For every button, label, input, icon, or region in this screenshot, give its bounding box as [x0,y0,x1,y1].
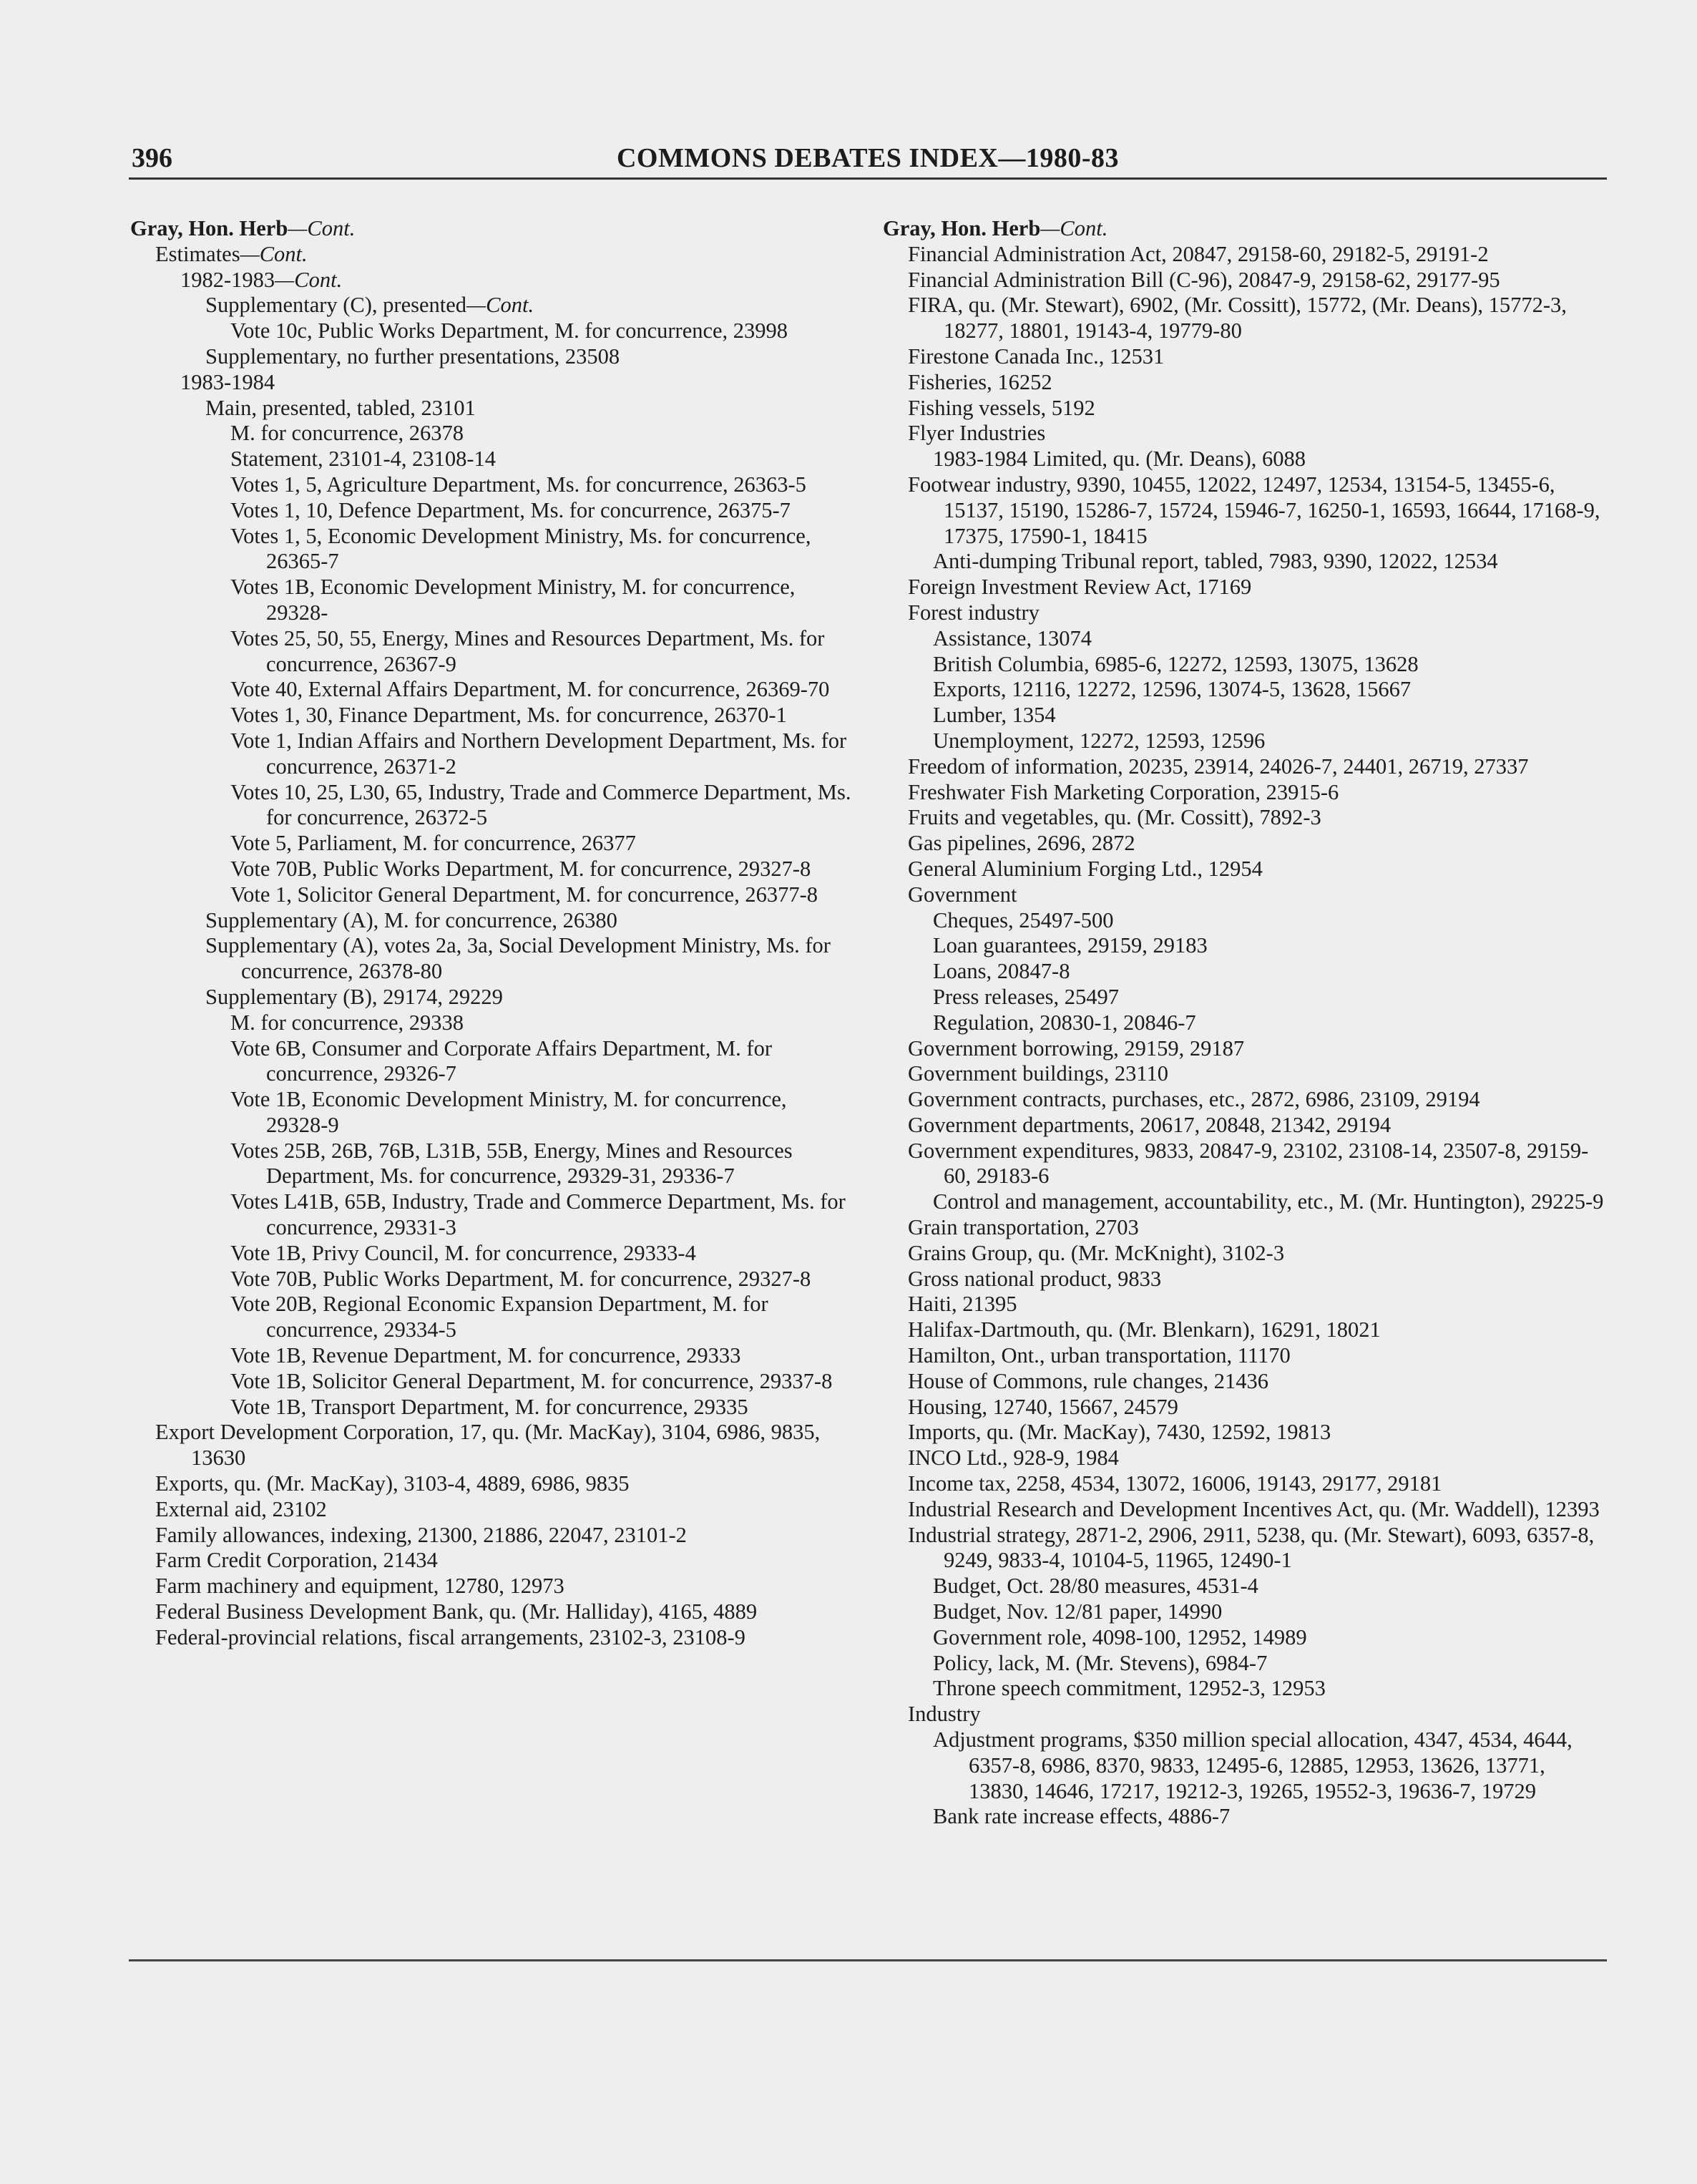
entry-text: Fisheries, 16252 [908,369,1052,394]
entry-text: Estimates [155,241,240,266]
entry-text: Farm Credit Corporation, 21434 [155,1548,438,1573]
entry-text: General Aluminium Forging Ltd., 12954 [908,856,1263,881]
index-entry [883,396,1605,421]
index-entry [883,703,1605,728]
index-entry [883,1292,1605,1317]
entry-text: Export Development Corporation, 17, qu. (Mr. MacKay), 3104, 6986, 9835, 13630 [155,1420,821,1471]
index-entry [883,447,1605,472]
index-entry [883,575,1605,600]
entry-text: Votes 1, 30, Finance Department, Ms. for concurrence, 26370-1 [230,703,787,728]
footer-rule [129,1959,1607,1961]
entry-text: Vote 1B, Economic Development Ministry, M. for concurrence, 29328-9 [230,1087,787,1137]
entry-text: Imports, qu. (Mr. MacKay), 7430, 12592, 19813 [908,1420,1331,1445]
entry-text: Regulation, 20830-1, 20846-7 [933,1010,1196,1035]
entry-text: Industrial strategy, 2871-2, 2906, 2911, 5238, qu. (Mr. Stewart), 6093, 6357-8, 9249, 9833-4, 10104-5, 11965, 12490-1 [908,1522,1595,1573]
index-entry [130,1548,853,1574]
entry-text: British Columbia, 6985-6, 12272, 12593, 13075, 13628 [933,651,1419,676]
index-entry [130,344,853,370]
entry-text: Control and management, accountability, etc., M. (Mr. Huntington), 29225-9 [933,1189,1604,1214]
index-entry [130,370,853,396]
entry-text: Government role, 4098-100, 12952, 14989 [933,1624,1307,1649]
entry-text: Loan guarantees, 29159, 29183 [933,933,1208,958]
index-entry [883,1804,1605,1830]
index-entry [130,421,853,447]
entry-text: Grain transportation, 2703 [908,1215,1139,1240]
index-entry [883,1087,1605,1113]
index-entry [130,1497,853,1523]
index-entry [130,1267,853,1292]
entry-text: INCO Ltd., 928-9, 1984 [908,1446,1119,1471]
index-entry [130,1471,853,1497]
index-entry [130,1241,853,1267]
index-entry [883,1395,1605,1420]
entry-text: External aid, 23102 [155,1496,327,1521]
index-entry [883,728,1605,754]
entry-text: Forest industry [908,600,1040,625]
entry-text: Press releases, 25497 [933,984,1120,1009]
entry-text: Government borrowing, 29159, 29187 [908,1035,1245,1061]
index-entry [130,1010,853,1036]
index-entry [130,1139,853,1190]
index-entry [883,1727,1605,1804]
entry-text: Vote 1, Solicitor General Department, M. for concurrence, 26377-8 [230,882,818,907]
continued-marker: —Cont. [1040,216,1108,240]
index-entry [883,1113,1605,1139]
index-entry [883,1343,1605,1369]
entry-text: Adjustment programs, $350 million special allocation, 4347, 4534, 4644, 6357-8, 6986, 8370, 9833, 12495-6, 12885, 12953, 13626, 13771, 13830, 14646, 17217, 19212-3, 19265, 19552-3, 19636-7, 19729 [933,1727,1573,1803]
index-entry [130,857,853,882]
index-entry [883,626,1605,652]
entry-text: Votes 1, 5, Agriculture Department, Ms. for concurrence, 26363-5 [230,472,806,497]
index-entry [130,1574,853,1599]
entry-text: Vote 6B, Consumer and Corporate Affairs Department, M. for concurrence, 29326-7 [230,1035,772,1086]
entry-text: Loans, 20847-8 [933,959,1070,984]
entry-text: Supplementary (C), presented [205,293,467,318]
index-entry [130,293,853,318]
entry-text: Policy, lack, M. (Mr. Stevens), 6984-7 [933,1650,1268,1675]
entry-text: Statement, 23101-4, 23108-14 [230,447,497,472]
entry-text: 1982-1983 [180,267,275,292]
entry-text: Government expenditures, 9833, 20847-9, 23102, 23108-14, 23507-8, 29159-60, 29183-6 [908,1138,1589,1189]
entry-text: Industrial Research and Development Incentives Act, qu. (Mr. Waddell), 12393 [908,1496,1600,1521]
entry-text: Assistance, 13074 [933,625,1092,650]
entry-text: House of Commons, rule changes, 21436 [908,1368,1269,1393]
entry-text: Supplementary (A), votes 2a, 3a, Social Development Ministry, Ms. for concurrence, 26378-80 [205,933,831,984]
index-entry [130,908,853,934]
index-entry [130,1625,853,1651]
index-entry [130,882,853,908]
index-entry [883,1497,1605,1523]
entry-text: Vote 1B, Transport Department, M. for concurrence, 29335 [230,1394,748,1419]
index-entry [883,268,1605,293]
entry-text: Budget, Oct. 28/80 measures, 4531-4 [933,1574,1258,1599]
index-entry [883,1010,1605,1036]
index-entry [883,908,1605,934]
index-entry [883,1241,1605,1267]
continued-marker: —Cont. [275,267,343,292]
index-entry [883,985,1605,1010]
index-entry [883,1139,1605,1190]
entry-text: Bank rate increase effects, 4886-7 [933,1804,1231,1829]
index-entry [130,1599,853,1625]
index-entry [883,959,1605,985]
index-heading [883,216,1605,242]
index-entry [883,857,1605,882]
index-entry [883,1215,1605,1241]
index-entry [130,626,853,678]
entry-text: Unemployment, 12272, 12593, 12596 [933,728,1266,753]
entry-text: Government contracts, purchases, etc., 2872, 6986, 23109, 29194 [908,1087,1480,1112]
index-entry [130,933,853,985]
index-entry [130,472,853,498]
entry-text: Gray, Hon. Herb [883,216,1041,240]
index-entry [883,1471,1605,1497]
page-number: 396 [132,143,172,173]
entry-text: Freshwater Fish Marketing Corporation, 23915-6 [908,779,1339,804]
entry-text: Supplementary, no further presentations, 23508 [205,343,620,369]
index-entry [130,242,853,268]
entry-text: Gas pipelines, 2696, 2872 [908,831,1135,856]
index-entry [130,1343,853,1369]
index-entry [130,1523,853,1549]
entry-text: Family allowances, indexing, 21300, 21886, 22047, 23101-2 [155,1522,687,1547]
index-entry [883,1420,1605,1446]
continued-marker: —Cont. [288,216,356,240]
index-entry [883,933,1605,959]
index-entry [130,1292,853,1343]
entry-text: Income tax, 2258, 4534, 13072, 16006, 19143, 29177, 29181 [908,1471,1442,1496]
index-entry [883,1061,1605,1087]
entry-text: 1983-1984 Limited, qu. (Mr. Deans), 6088 [933,447,1306,472]
index-entry [883,370,1605,396]
index-entry [883,805,1605,831]
index-entry [883,293,1605,344]
entry-text: Hamilton, Ont., urban transportation, 11170 [908,1343,1291,1368]
index-entry [883,1267,1605,1292]
entry-text: Vote 1B, Privy Council, M. for concurrence, 29333-4 [230,1240,696,1265]
entry-text: Vote 20B, Regional Economic Expansion Department, M. for concurrence, 29334-5 [230,1292,768,1342]
index-entry [883,780,1605,806]
entry-text: Financial Administration Bill (C-96), 20847-9, 29158-62, 29177-95 [908,267,1500,292]
index-entry [883,1036,1605,1062]
index-entry [130,1087,853,1139]
index-entry [883,1676,1605,1702]
index-entry [883,1189,1605,1215]
index-entry [883,1625,1605,1651]
index-entry [130,318,853,344]
entry-text: Votes 25B, 26B, 76B, L31B, 55B, Energy, Mines and Resources Department, Ms. for concurrence, 29329-31, 29336-7 [230,1138,793,1189]
entry-text: Grains Group, qu. (Mr. McKnight), 3102-3 [908,1240,1285,1265]
entry-text: Firestone Canada Inc., 12531 [908,343,1165,369]
entry-text: Exports, 12116, 12272, 12596, 13074-5, 13628, 15667 [933,677,1412,702]
entry-text: Fishing vessels, 5192 [908,395,1095,420]
entry-text: Gross national product, 9833 [908,1266,1162,1291]
index-entry [130,447,853,472]
entry-text: 1983-1984 [180,369,275,394]
index-column-right [883,216,1605,1830]
entry-text: Votes 1, 5, Economic Development Ministry, Ms. for concurrence, 26365-7 [230,523,811,574]
index-entry [130,268,853,293]
index-entry [130,677,853,703]
entry-text: Footwear industry, 9390, 10455, 12022, 12497, 12534, 13154-5, 13455-6, 15137, 15190, 15286-7, 15724, 15946-7, 16250-1, 16593, 16644, 17168-9, 17375, 17590-1, 18415 [908,472,1600,548]
index-entry [130,1189,853,1241]
index-entry [883,677,1605,703]
index-entry [883,1446,1605,1471]
index-entry [130,728,853,780]
index-entry [883,1702,1605,1727]
entry-text: Federal-provincial relations, fiscal arrangements, 23102-3, 23108-9 [155,1624,745,1649]
index-entry [883,472,1605,549]
entry-text: Government [908,882,1017,907]
entry-text: M. for concurrence, 26378 [230,421,464,446]
index-entry [883,421,1605,447]
entry-text: Votes 1, 10, Defence Department, Ms. for concurrence, 26375-7 [230,497,791,522]
entry-text: FIRA, qu. (Mr. Stewart), 6902, (Mr. Cossitt), 15772, (Mr. Deans), 15772-3, 18277, 18801, 19143-4, 19779-80 [908,293,1567,343]
entry-text: Votes 1B, Economic Development Ministry, M. for concurrence, 29328- [230,575,796,625]
entry-text: Vote 1B, Revenue Department, M. for concurrence, 29333 [230,1343,741,1368]
index-entry [130,831,853,857]
entry-text: Housing, 12740, 15667, 24579 [908,1394,1178,1419]
entry-text: Government buildings, 23110 [908,1061,1168,1086]
index-entry [883,1523,1605,1574]
index-column-left [130,216,853,1651]
entry-text: Haiti, 21395 [908,1292,1017,1317]
entry-text: Anti-dumping Tribunal report, tabled, 7983, 9390, 12022, 12534 [933,549,1498,574]
index-entry [130,985,853,1010]
entry-text: Financial Administration Act, 20847, 29158-60, 29182-5, 29191-2 [908,241,1489,266]
entry-text: Fruits and vegetables, qu. (Mr. Cossitt), 7892-3 [908,805,1321,830]
entry-text: M. for concurrence, 29338 [230,1010,464,1035]
index-entry [883,882,1605,908]
index-entry [883,600,1605,626]
entry-text: Exports, qu. (Mr. MacKay), 3103-4, 4889, 6986, 9835 [155,1471,630,1496]
index-entry [883,1574,1605,1599]
entry-text: Freedom of information, 20235, 23914, 24026-7, 24401, 26719, 27337 [908,754,1529,779]
continued-marker: —Cont. [466,293,534,318]
entry-text: Vote 10c, Public Works Department, M. for concurrence, 23998 [230,318,788,343]
index-entry [883,652,1605,678]
entry-text: Gray, Hon. Herb [130,216,288,240]
entry-text: Vote 5, Parliament, M. for concurrence, 26377 [230,831,636,856]
entry-text: Budget, Nov. 12/81 paper, 14990 [933,1599,1223,1624]
index-entry [883,1317,1605,1343]
index-entry [883,1599,1605,1625]
entry-text: Vote 1B, Solicitor General Department, M. for concurrence, 29337-8 [230,1368,833,1393]
index-entry [130,396,853,421]
entry-text: Supplementary (A), M. for concurrence, 26380 [205,907,617,932]
entry-text: Votes 10, 25, L30, 65, Industry, Trade and Commerce Department, Ms. for concurrence, 26372-5 [230,779,851,830]
header-rule [129,177,1607,180]
index-entry [130,1036,853,1088]
index-entry [883,242,1605,268]
index-entry [130,1395,853,1420]
entry-text: Lumber, 1354 [933,703,1056,728]
index-entry [130,780,853,832]
entry-text: Vote 70B, Public Works Department, M. for concurrence, 29327-8 [230,1266,811,1291]
continued-marker: —Cont. [240,241,308,266]
entry-text: Industry [908,1702,981,1727]
index-entry [130,524,853,575]
index-entry [883,549,1605,575]
page-header [129,140,1607,183]
entry-text: Federal Business Development Bank, qu. (Mr. Halliday), 4165, 4889 [155,1599,758,1624]
entry-text: Throne speech commitment, 12952-3, 12953 [933,1676,1326,1701]
entry-text: Halifax-Dartmouth, qu. (Mr. Blenkarn), 16291, 18021 [908,1317,1381,1342]
entry-text: Government departments, 20617, 20848, 21342, 29194 [908,1112,1392,1137]
index-entry [130,1420,853,1471]
entry-text: Flyer Industries [908,421,1046,446]
index-entry [883,1651,1605,1677]
entry-text: Vote 70B, Public Works Department, M. for concurrence, 29327-8 [230,856,811,881]
entry-text: Foreign Investment Review Act, 17169 [908,575,1252,600]
entry-text: Votes L41B, 65B, Industry, Trade and Commerce Department, Ms. for concurrence, 29331-3 [230,1189,846,1240]
index-entry [883,754,1605,780]
index-entry [130,498,853,524]
entry-text: Supplementary (B), 29174, 29229 [205,984,503,1009]
index-entry [883,831,1605,857]
index-entry [883,344,1605,370]
entry-text: Vote 1, Indian Affairs and Northern Development Department, Ms. for concurrence, 26371-2 [230,728,847,779]
entry-text: Main, presented, tabled, 23101 [205,395,476,420]
index-heading [130,216,853,242]
entry-text: Farm machinery and equipment, 12780, 12973 [155,1574,564,1599]
entry-text: Votes 25, 50, 55, Energy, Mines and Resources Department, Ms. for concurrence, 26367-9 [230,625,825,676]
entry-text: Vote 40, External Affairs Department, M. for concurrence, 26369-70 [230,677,830,702]
running-title: COMMONS DEBATES INDEX—1980-83 [616,143,1120,173]
index-entry [130,575,853,626]
index-entry [130,1369,853,1395]
index-entry [130,703,853,728]
index-entry [883,1369,1605,1395]
entry-text: Cheques, 25497-500 [933,907,1114,932]
